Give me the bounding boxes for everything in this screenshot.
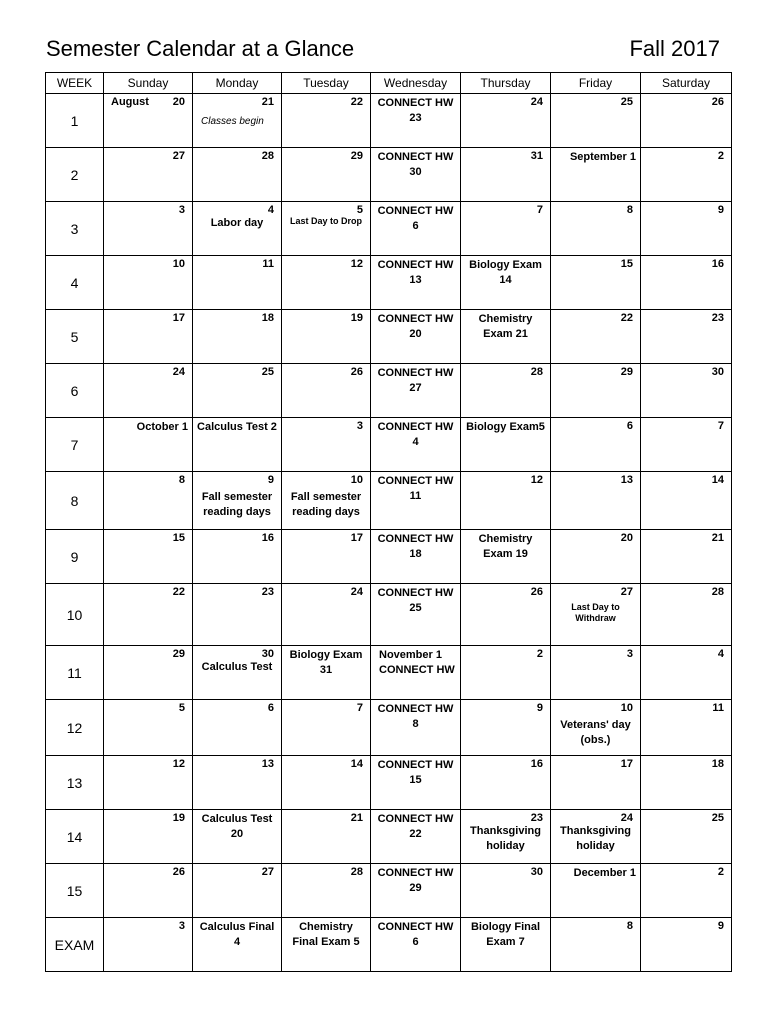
day-number: 21: [350, 812, 363, 824]
day-number: 4: [717, 648, 724, 660]
page-title: Semester Calendar at a Glance: [46, 36, 355, 61]
day-cell-friday: [551, 646, 641, 700]
day-cell-wednesday: [371, 472, 461, 530]
day-number: 12: [350, 258, 363, 270]
day-number: 5: [356, 204, 363, 216]
day-number: 26: [172, 866, 185, 878]
day-cell-thursday: [461, 810, 551, 864]
day-number: 29: [172, 648, 185, 660]
day-cell-monday: [193, 202, 282, 256]
header-wednesday: Wednesday: [371, 73, 461, 94]
week-label: 14: [46, 810, 104, 864]
week-row: [46, 94, 732, 148]
day-cell-wednesday: [371, 918, 461, 972]
day-cell-thursday: [461, 310, 551, 364]
day-cell-thursday: [461, 364, 551, 418]
day-cell-sunday: [104, 530, 193, 584]
day-number: 10: [172, 258, 185, 270]
week-row: [46, 584, 732, 646]
day-cell-friday: [551, 202, 641, 256]
day-cell-saturday: [641, 646, 732, 700]
day-note: CONNECT HW 30: [377, 151, 454, 178]
day-note: Thanksgiving holiday: [470, 825, 541, 852]
day-cell-thursday: [461, 418, 551, 472]
day-number: 30: [530, 866, 543, 878]
day-cell-wednesday: [371, 310, 461, 364]
day-cell-tuesday: [282, 472, 371, 530]
day-note: Biology Final Exam 7: [470, 921, 541, 948]
day-number: 9: [267, 474, 274, 486]
day-number: 29: [620, 366, 633, 378]
day-cell-saturday: [641, 364, 732, 418]
day-cell-monday: [193, 918, 282, 972]
day-cell-friday: [551, 94, 641, 148]
day-number: 13: [261, 758, 274, 770]
day-number: 25: [711, 812, 724, 824]
day-number: 4: [267, 204, 274, 216]
day-cell-sunday: [104, 756, 193, 810]
day-cell-sunday: [104, 418, 193, 472]
day-number: 18: [261, 312, 274, 324]
day-number: 2: [536, 648, 543, 660]
day-number: 11: [262, 258, 274, 270]
week-label: 13: [46, 756, 104, 810]
day-cell-saturday: [641, 418, 732, 472]
day-cell-saturday: [641, 864, 732, 918]
day-number: 27: [172, 150, 185, 162]
day-number: 14: [350, 758, 363, 770]
week-label: 2: [46, 148, 104, 202]
day-cell-saturday: [641, 256, 732, 310]
day-cell-friday: [551, 700, 641, 756]
day-note: Calculus Test 20: [201, 813, 273, 840]
day-number: 3: [178, 920, 185, 932]
day-number: 23: [530, 812, 543, 824]
week-row: [46, 810, 732, 864]
day-cell-monday: [193, 584, 282, 646]
term-label: Fall 2017: [629, 36, 720, 61]
day-cell-sunday: [104, 94, 193, 148]
day-cell-wednesday: [371, 202, 461, 256]
day-number: 29: [350, 150, 363, 162]
day-number: 12: [172, 758, 185, 770]
day-number: 16: [711, 258, 724, 270]
day-note: November 1 CONNECT HW: [379, 649, 455, 676]
day-cell-saturday: [641, 202, 732, 256]
day-cell-saturday: [641, 148, 732, 202]
day-cell-tuesday: [282, 418, 371, 472]
day-note: CONNECT HW 4: [377, 421, 454, 448]
day-cell-saturday: [641, 918, 732, 972]
header-sunday: Sunday: [104, 73, 193, 94]
day-cell-thursday: [461, 472, 551, 530]
week-row: [46, 918, 732, 972]
week-row: [46, 256, 732, 310]
day-cell-friday: [551, 418, 641, 472]
day-cell-saturday: [641, 530, 732, 584]
day-number: 23: [711, 312, 724, 324]
day-note: CONNECT HW 29: [377, 867, 454, 894]
day-cell-wednesday: [371, 364, 461, 418]
day-cell-wednesday: [371, 256, 461, 310]
week-row: [46, 864, 732, 918]
day-note: CONNECT HW 6: [377, 921, 454, 948]
day-note: Biology Exam5: [466, 421, 545, 433]
day-number: 24: [350, 586, 363, 598]
day-cell-wednesday: [371, 756, 461, 810]
week-row: [46, 364, 732, 418]
day-note: CONNECT HW 20: [377, 313, 454, 340]
day-cell-thursday: [461, 918, 551, 972]
day-note: Labor day: [210, 217, 264, 229]
day-number: 21: [711, 532, 724, 544]
week-label: 4: [46, 256, 104, 310]
day-number: 24: [620, 812, 633, 824]
day-cell-monday: [193, 148, 282, 202]
day-number: 26: [530, 586, 543, 598]
day-cell-monday: [193, 310, 282, 364]
day-cell-monday: [193, 756, 282, 810]
day-cell-tuesday: [282, 584, 371, 646]
day-cell-tuesday: [282, 310, 371, 364]
week-label: 3: [46, 202, 104, 256]
day-cell-thursday: [461, 148, 551, 202]
day-cell-sunday: [104, 584, 193, 646]
header-thursday: Thursday: [461, 73, 551, 94]
day-cell-sunday: [104, 148, 193, 202]
day-cell-thursday: [461, 646, 551, 700]
day-number: 28: [350, 866, 363, 878]
day-cell-friday: [551, 530, 641, 584]
day-number: 17: [620, 758, 633, 770]
day-number: 10: [620, 702, 633, 714]
day-number: 25: [620, 96, 633, 108]
week-label: 5: [46, 310, 104, 364]
day-note: CONNECT HW 6: [377, 205, 454, 232]
day-cell-thursday: [461, 94, 551, 148]
day-number: 24: [172, 366, 185, 378]
day-cell-friday: [551, 256, 641, 310]
day-cell-tuesday: [282, 918, 371, 972]
week-label: 10: [46, 584, 104, 646]
day-number: 11: [712, 702, 724, 714]
day-cell-sunday: [104, 310, 193, 364]
day-cell-friday: [551, 756, 641, 810]
day-cell-thursday: [461, 864, 551, 918]
day-cell-monday: [193, 94, 282, 148]
day-cell-thursday: [461, 584, 551, 646]
day-number: 23: [261, 586, 274, 598]
day-number: 19: [172, 812, 185, 824]
day-note: Fall semester reading days: [290, 491, 362, 518]
week-label: 1: [46, 94, 104, 148]
day-cell-wednesday: [371, 584, 461, 646]
day-cell-tuesday: [282, 94, 371, 148]
day-number: 8: [626, 204, 633, 216]
day-note: CONNECT HW 8: [377, 703, 454, 730]
day-cell-sunday: [104, 646, 193, 700]
day-note: October 1: [136, 421, 188, 433]
day-cell-tuesday: [282, 810, 371, 864]
week-label: 15: [46, 864, 104, 918]
week-label: 11: [46, 646, 104, 700]
day-number: 17: [350, 532, 363, 544]
day-note: September 1: [569, 151, 636, 163]
day-cell-monday: [193, 364, 282, 418]
week-row: [46, 148, 732, 202]
day-number: 6: [267, 702, 274, 714]
day-number: 8: [626, 920, 633, 932]
day-number: 16: [530, 758, 543, 770]
day-cell-sunday: [104, 364, 193, 418]
day-cell-sunday: [104, 202, 193, 256]
header-tuesday: Tuesday: [282, 73, 371, 94]
day-note: Calculus Final 4: [199, 921, 275, 948]
day-number: 2: [717, 150, 724, 162]
day-cell-wednesday: [371, 530, 461, 584]
day-cell-monday: [193, 864, 282, 918]
day-cell-tuesday: [282, 700, 371, 756]
day-cell-sunday: [104, 256, 193, 310]
day-note: CONNECT HW 11: [377, 475, 454, 502]
day-number: 30: [261, 648, 274, 660]
header-saturday: Saturday: [641, 73, 732, 94]
day-cell-monday: [193, 530, 282, 584]
week-label: EXAM: [46, 918, 104, 972]
header-friday: Friday: [551, 73, 641, 94]
day-cell-tuesday: [282, 202, 371, 256]
day-number: 7: [356, 702, 363, 714]
day-cell-wednesday: [371, 700, 461, 756]
day-number: 31: [530, 150, 543, 162]
day-note: CONNECT HW 23: [377, 97, 454, 124]
day-cell-thursday: [461, 530, 551, 584]
week-row: [46, 756, 732, 810]
day-number: 13: [620, 474, 633, 486]
day-cell-monday: [193, 418, 282, 472]
day-note: December 1: [573, 867, 636, 879]
day-cell-saturday: [641, 810, 732, 864]
day-cell-monday: [193, 646, 282, 700]
week-row: [46, 646, 732, 700]
day-number: 19: [350, 312, 363, 324]
day-number: 2: [717, 866, 724, 878]
day-cell-tuesday: [282, 148, 371, 202]
day-note: Veterans' day (obs.): [560, 719, 631, 746]
day-number: 16: [261, 532, 274, 544]
day-number: 3: [626, 648, 633, 660]
day-number: 30: [711, 366, 724, 378]
day-cell-saturday: [641, 756, 732, 810]
day-number: 27: [620, 586, 633, 598]
day-note: Classes begin: [201, 116, 264, 127]
day-cell-wednesday: [371, 148, 461, 202]
day-number: 7: [717, 420, 724, 432]
day-cell-tuesday: [282, 256, 371, 310]
day-number: 12: [530, 474, 543, 486]
semester-calendar-table: [45, 72, 732, 972]
week-row: [46, 472, 732, 530]
day-number: 24: [530, 96, 543, 108]
day-note: Chemistry Exam 19: [478, 533, 533, 560]
day-cell-sunday: [104, 810, 193, 864]
day-number: 22: [350, 96, 363, 108]
day-cell-monday: [193, 256, 282, 310]
day-note: CONNECT HW 13: [377, 259, 454, 286]
week-row: [46, 530, 732, 584]
day-cell-sunday: [104, 864, 193, 918]
day-cell-thursday: [461, 202, 551, 256]
day-note: CONNECT HW 22: [377, 813, 454, 840]
day-number: 8: [178, 474, 185, 486]
day-number: 18: [711, 758, 724, 770]
day-cell-sunday: [104, 472, 193, 530]
day-cell-saturday: [641, 310, 732, 364]
day-cell-tuesday: [282, 756, 371, 810]
day-note: Calculus Test: [201, 661, 273, 673]
day-number: 26: [350, 366, 363, 378]
day-cell-saturday: [641, 584, 732, 646]
week-row: [46, 418, 732, 472]
day-number: 15: [172, 532, 185, 544]
day-number: 9: [717, 204, 724, 216]
day-cell-monday: [193, 700, 282, 756]
day-cell-friday: [551, 864, 641, 918]
day-note: CONNECT HW 25: [377, 587, 454, 614]
day-cell-saturday: [641, 472, 732, 530]
day-number: 15: [620, 258, 633, 270]
day-cell-monday: [193, 810, 282, 864]
day-cell-tuesday: [282, 646, 371, 700]
day-note: Biology Exam 31: [289, 649, 363, 676]
day-cell-thursday: [461, 756, 551, 810]
week-row: [46, 202, 732, 256]
day-note: CONNECT HW 18: [377, 533, 454, 560]
header-row: [46, 73, 732, 94]
day-cell-wednesday: [371, 94, 461, 148]
day-number: 28: [261, 150, 274, 162]
day-note: Last Day to Drop: [289, 216, 362, 226]
header-week: WEEK: [46, 73, 104, 94]
day-number: 26: [711, 96, 724, 108]
day-note: Biology Exam 14: [469, 259, 542, 286]
day-number: 21: [261, 96, 274, 108]
day-cell-friday: [551, 810, 641, 864]
day-number: 27: [261, 866, 274, 878]
day-cell-tuesday: [282, 530, 371, 584]
day-number: 28: [530, 366, 543, 378]
day-note: Chemistry Exam 21: [478, 313, 533, 340]
day-note: Last Day to Withdraw: [571, 602, 620, 623]
day-cell-wednesday: [371, 810, 461, 864]
day-cell-friday: [551, 584, 641, 646]
week-row: [46, 700, 732, 756]
day-number: 10: [350, 474, 363, 486]
day-cell-tuesday: [282, 864, 371, 918]
day-cell-wednesday: [371, 646, 461, 700]
month-label: August: [111, 96, 149, 108]
day-cell-friday: [551, 364, 641, 418]
day-number: 22: [620, 312, 633, 324]
day-note: Thanksgiving holiday: [560, 825, 631, 852]
day-cell-thursday: [461, 256, 551, 310]
day-note: Calculus Test 2: [197, 421, 277, 433]
week-label: 6: [46, 364, 104, 418]
day-cell-friday: [551, 918, 641, 972]
header-monday: Monday: [193, 73, 282, 94]
day-cell-saturday: [641, 94, 732, 148]
day-cell-sunday: [104, 700, 193, 756]
day-number: 22: [172, 586, 185, 598]
day-number: 7: [536, 204, 543, 216]
week-row: [46, 310, 732, 364]
week-label: 9: [46, 530, 104, 584]
day-cell-friday: [551, 472, 641, 530]
week-label: 8: [46, 472, 104, 530]
day-number: 3: [356, 420, 363, 432]
day-cell-saturday: [641, 700, 732, 756]
day-cell-friday: [551, 310, 641, 364]
day-note: CONNECT HW 27: [377, 367, 454, 394]
day-number: 20: [620, 532, 633, 544]
day-cell-friday: [551, 148, 641, 202]
day-note: Fall semester reading days: [201, 491, 273, 518]
day-number: 25: [261, 366, 274, 378]
week-label: 7: [46, 418, 104, 472]
day-number: 14: [711, 474, 724, 486]
day-cell-monday: [193, 472, 282, 530]
day-cell-wednesday: [371, 864, 461, 918]
day-cell-sunday: [104, 918, 193, 972]
day-cell-tuesday: [282, 364, 371, 418]
day-cell-thursday: [461, 700, 551, 756]
day-note: CONNECT HW 15: [377, 759, 454, 786]
day-number: 9: [536, 702, 543, 714]
day-number: 9: [717, 920, 724, 932]
day-number: 6: [626, 420, 633, 432]
week-label: 12: [46, 700, 104, 756]
day-number: 28: [711, 586, 724, 598]
day-cell-wednesday: [371, 418, 461, 472]
day-number: 20: [172, 96, 185, 108]
day-note: Chemistry Final Exam 5: [292, 921, 360, 948]
day-number: 5: [178, 702, 185, 714]
day-number: 17: [172, 312, 185, 324]
day-number: 3: [178, 204, 185, 216]
